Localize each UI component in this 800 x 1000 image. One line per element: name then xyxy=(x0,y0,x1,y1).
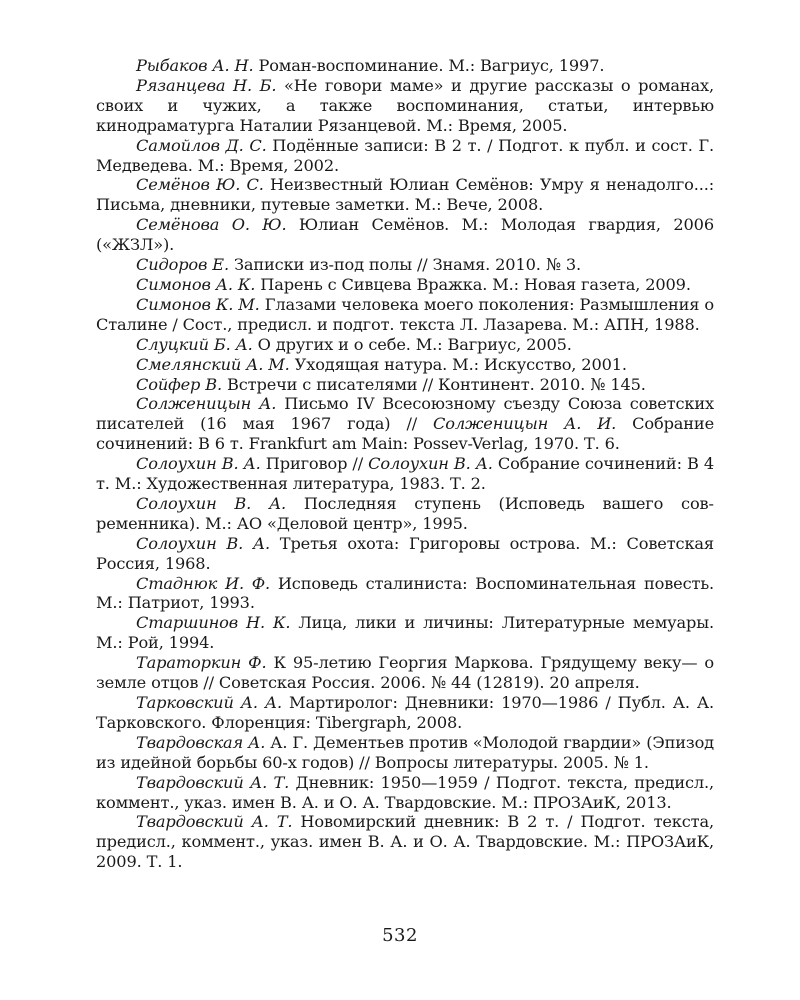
entry-text-secondary: Собрание сочинений: В 4 т. М.: Художественная литература, 1983. Т. 2. xyxy=(96,454,714,494)
entry-author: Стаднюк И. Ф. xyxy=(136,573,271,593)
entry-author: Солоухин В. А. xyxy=(136,533,271,553)
bibliography-entry xyxy=(96,275,714,295)
bibliography-entry xyxy=(96,215,714,255)
entry-author: Солоухин В. А. xyxy=(136,493,287,513)
bibliography-entry xyxy=(96,534,714,574)
bibliography-entry xyxy=(96,494,714,534)
bibliography-entry xyxy=(96,56,714,76)
entry-author: Смелянский А. М. xyxy=(136,354,290,374)
entry-text: Новомирский дневник: В 2 т. / Подгот. текста, предисл., коммент., указ. имен В. А. и О. А. Твардовские. М.: ПРОЗАиК, 2009. Т. 1. xyxy=(96,812,714,872)
entry-text: Приговор // xyxy=(260,454,369,474)
bibliography-entry xyxy=(96,574,714,614)
entry-text: Глазами человека моего поколения: Размышления о Сталине / Сост., предисл. и подгот. текста Л. Лазарева. М.: АПН, 1988. xyxy=(96,294,714,334)
bibliography-entry xyxy=(96,295,714,335)
entry-text: О других и о себе. М.: Вагриус, 2005. xyxy=(252,334,572,354)
entry-text: Уходящая натура. М.: Искусство, 2001. xyxy=(289,354,627,374)
bibliography-entry xyxy=(96,773,714,813)
entry-author: Старшинов Н. К. xyxy=(136,613,291,633)
bibliography-entry xyxy=(96,613,714,653)
bibliography-entry xyxy=(96,693,714,733)
entry-author: Симонов К. М. xyxy=(136,294,260,314)
bibliography-entry xyxy=(96,355,714,375)
entry-author: Рыбаков А. Н. xyxy=(136,56,254,75)
entry-author: Твардовская А. xyxy=(136,732,266,752)
entry-author: Сидоров Е. xyxy=(136,255,229,275)
entry-author: Солженицын А. xyxy=(136,394,277,414)
entry-text: Встречи с писателями // Континент. 2010. № 145. xyxy=(222,374,646,394)
bibliography-entry xyxy=(96,733,714,773)
bibliography-entry xyxy=(96,76,714,136)
entry-text: Неизвестный Юлиан Семёнов: Умру я ненадолго...: Письма, дневники, путевые заметки. М.: Вече, 2008. xyxy=(96,175,714,215)
entry-text: Лица, лики и личины: Литературные мемуары. М.: Рой, 1994. xyxy=(96,613,714,653)
entry-author: Самойлов Д. С. xyxy=(136,135,267,155)
bibliography-entry xyxy=(96,653,714,693)
entry-text: А. Г. Дементьев против «Молодой гвардии» (Эпизод из идейной борьбы 60-х годов) // Вопросы литературы. 2005. № 1. xyxy=(96,732,714,772)
entry-text: Письмо IV Всесоюзному съезду Союза советских писателей (16 мая 1967 года) // xyxy=(96,394,714,434)
bibliography-list xyxy=(96,56,714,872)
entry-author: Семёнов Ю. С. xyxy=(136,175,264,195)
entry-author-secondary: Солженицын А. И. xyxy=(433,414,617,434)
entry-author: Тараторкин Ф. xyxy=(136,653,267,673)
entry-text: Последняя ступень (Исповедь вашего современника). М.: АО «Деловой центр», 1995. xyxy=(96,493,714,533)
bibliography-entry xyxy=(96,454,714,494)
bibliography-entry xyxy=(96,335,714,355)
entry-text-secondary: Собрание сочинений: В 6 т. Frankfurt am Main: Possev-Verlag, 1970. Т. 6. xyxy=(96,414,715,454)
entry-text: Исповедь сталиниста: Воспоминательная повесть. М.: Патриот, 1993. xyxy=(96,573,714,613)
bibliography-entry xyxy=(96,375,714,395)
entry-author: Тарковский А. А. xyxy=(136,693,282,712)
entry-author: Семёнова О. Ю. xyxy=(136,215,287,235)
entry-text: Роман-воспоминание. М.: Вагриус, 1997. xyxy=(253,56,605,75)
bibliography-entry xyxy=(96,175,714,215)
bibliography-entry xyxy=(96,812,714,872)
entry-text: К 95-летию Георгия Маркова. Грядущему веку— о земле отцов // Советская Россия. 2006. № 44 (12819). 20 апреля. xyxy=(96,653,714,693)
entry-author: Симонов А. К. xyxy=(136,274,256,294)
entry-author: Рязанцева Н. Б. xyxy=(136,75,277,95)
entry-author: Твардовский А. Т. xyxy=(136,812,293,832)
page-number: 532 xyxy=(382,925,418,946)
entry-text: Мартиролог: Дневники: 1970—1986 / Публ. А. А. Тарковского. Флоренция: Tibergraph, 2008. xyxy=(96,693,714,732)
entry-text: Записки из-под полы // Знамя. 2010. № 3. xyxy=(228,255,582,275)
entry-text: Подённые записи: В 2 т. / Подгот. к публ. и сост. Г. Медведева. М.: Время, 2002. xyxy=(96,135,714,175)
entry-author: Твардовский А. Т. xyxy=(136,772,290,792)
entry-text: Третья охота: Григоровы острова. М.: Советская Россия, 1968. xyxy=(96,533,714,573)
entry-text: Парень с Сивцева Вражка. М.: Новая газета, 2009. xyxy=(255,274,691,294)
bibliography-entry xyxy=(96,136,714,176)
entry-text: Юлиан Семёнов. М.: Молодая гвардия, 2006 («ЖЗЛ»). xyxy=(96,215,714,255)
entry-text: «Не говори маме» и другие рассказы о романах, своих и чужих, а также воспоминания, статьи, интервью кинодраматурга Наталии Рязанцевой. М.: Время, 2005. xyxy=(96,75,714,135)
entry-author: Сойфер В. xyxy=(136,374,223,394)
entry-author-secondary: Солоухин В. А. xyxy=(368,454,493,474)
entry-author: Слуцкий Б. А. xyxy=(136,334,253,354)
bibliography-entry xyxy=(96,394,714,454)
entry-author: Солоухин В. А. xyxy=(136,454,261,474)
bibliography-entry xyxy=(96,255,714,275)
entry-text: Дневник: 1950—1959 / Подгот. текста, предисл., коммент., указ. имен В. А. и О. А. Твардовские. М.: ПРОЗАиК, 2013. xyxy=(96,772,714,812)
